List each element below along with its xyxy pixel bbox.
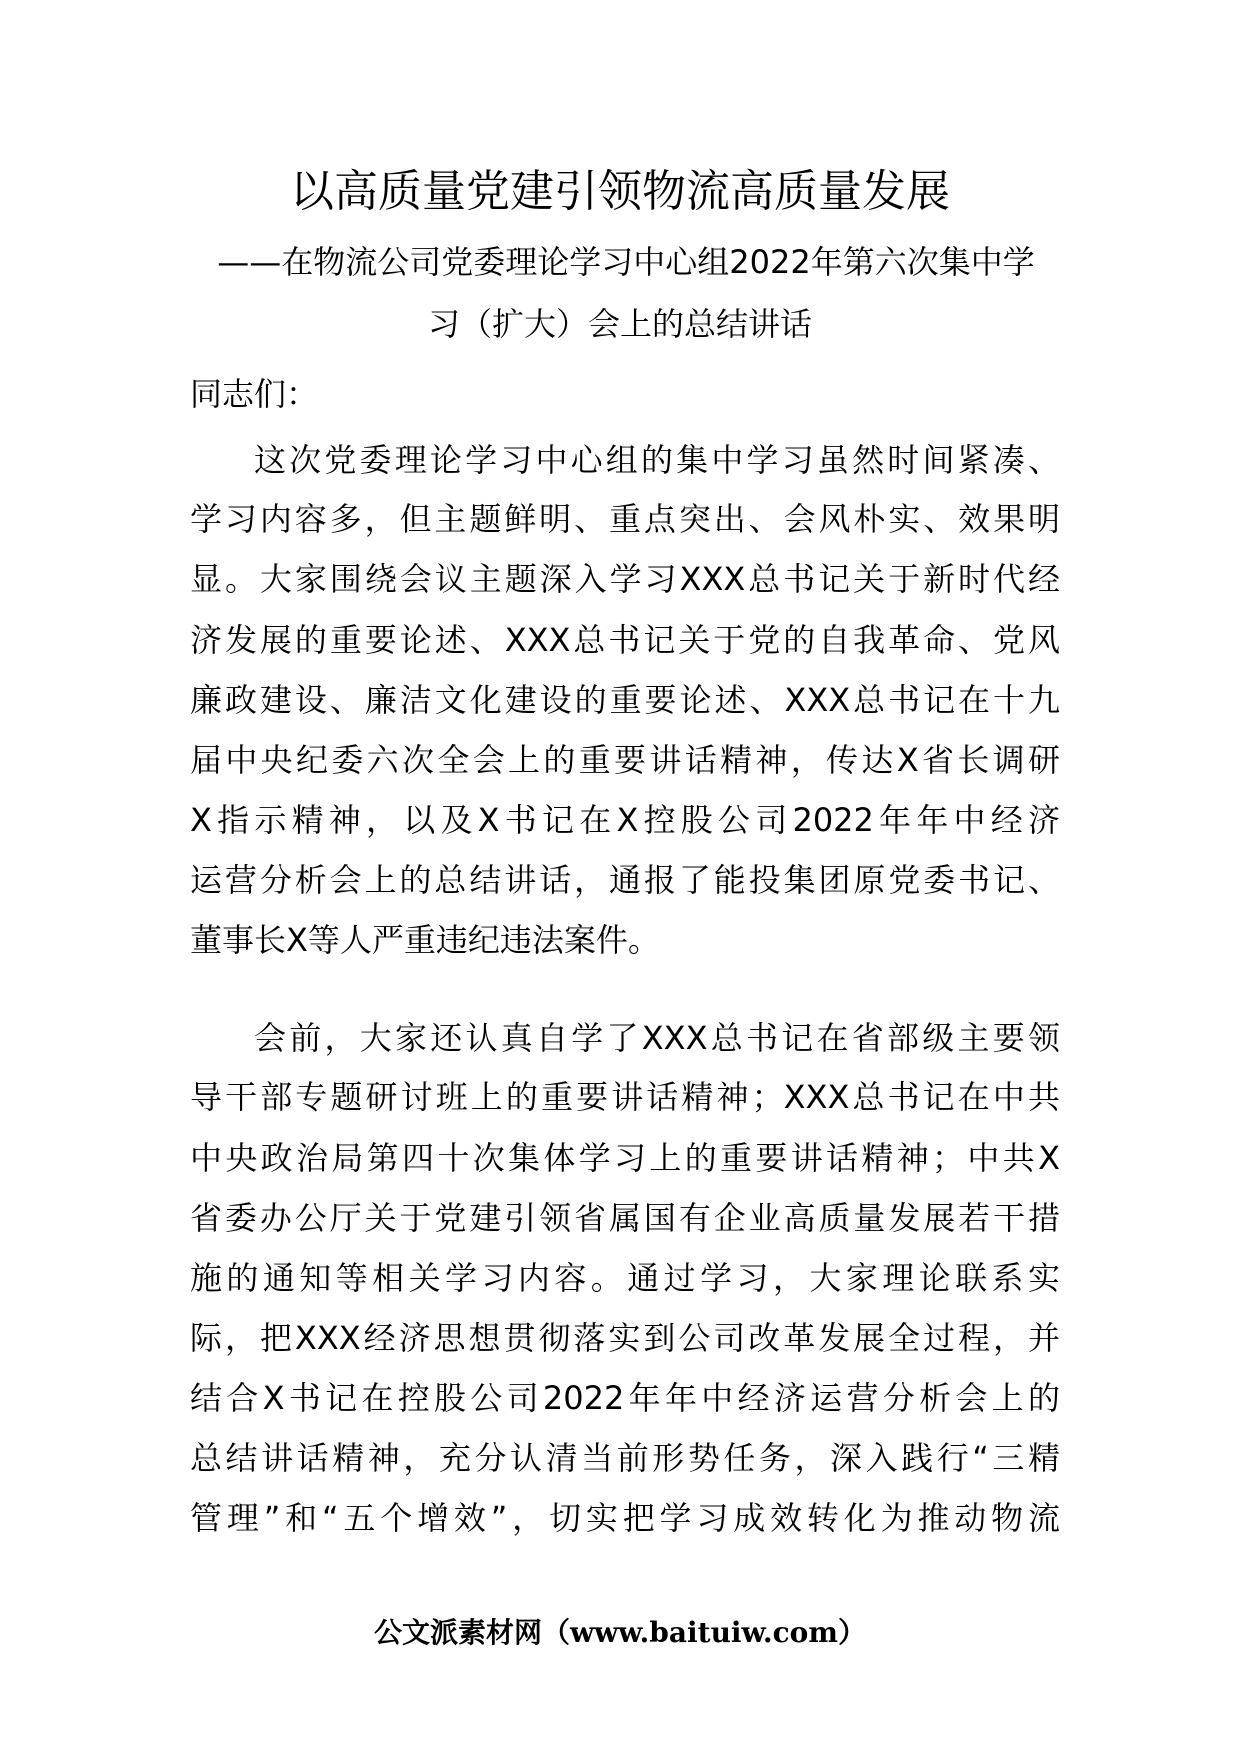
paragraph-1-line-9: 董事长X等人严重违纪违法案件。 [190,921,660,959]
paragraph-2-line-1: 会前，大家还认真自学了XXX总书记在省部级主要领 [254,1019,1060,1057]
paragraph-2-line-6: 际，把XXX经济思想贯彻落实到公司改革发展全过程，并 [190,1319,1060,1357]
paragraph-2-line-7: 结合X书记在控股公司2022年年中经济运营分析会上的 [190,1379,1060,1417]
salutation: 同志们： [190,375,319,413]
paragraph-2-line-3: 中央政治局第四十次集体学习上的重要讲话精神；中共X [190,1139,1060,1177]
paragraph-2-line-2: 导干部专题研讨班上的重要讲话精神；XXX总书记在中共 [190,1078,1060,1116]
paragraph-1-line-6: 届中央纪委六次全会上的重要讲话精神，传达X省长调研 [190,741,1060,779]
paragraph-1-line-2: 学习内容多，但主题鲜明、重点突出、会风朴实、效果明 [190,500,1060,538]
subtitle-line-1: ——在物流公司党委理论学习中心组2022年第六次集中学 [217,243,1035,281]
document-title: 以高质量党建引领物流高质量发展 [290,166,950,217]
paragraph-2-line-9: 管理”和“五个增效”，切实把学习成效转化为推动物流 [190,1499,1060,1537]
paragraph-1-line-8: 运营分析会上的总结讲话，通报了能投集团原党委书记、 [190,861,1060,899]
paragraph-1-line-7: X指示精神，以及X书记在X控股公司2022年年中经济 [190,801,1060,839]
paragraph-1-line-1: 这次党委理论学习中心组的集中学习虽然时间紧凑、 [254,441,1060,479]
paragraph-2-line-8: 总结讲话精神，充分认清当前形势任务，深入践行“三精 [190,1439,1060,1477]
paragraph-2-line-4: 省委办公厅关于党建引领省属国有企业高质量发展若干措 [190,1199,1060,1237]
subtitle-line-2: 习（扩大）会上的总结讲话 [427,305,812,343]
footer-watermark: 公文派素材网（www.baituiw.com） [374,1616,866,1649]
paragraph-2-line-5: 施的通知等相关学习内容。通过学习，大家理论联系实 [190,1259,1060,1297]
paragraph-1-line-5: 廉政建设、廉洁文化建设的重要论述、XXX总书记在十九 [190,681,1060,719]
paragraph-1-line-3: 显。大家围绕会议主题深入学习XXX总书记关于新时代经 [190,560,1060,598]
paragraph-1-line-4: 济发展的重要论述、XXX总书记关于党的自我革命、党风 [190,621,1060,659]
